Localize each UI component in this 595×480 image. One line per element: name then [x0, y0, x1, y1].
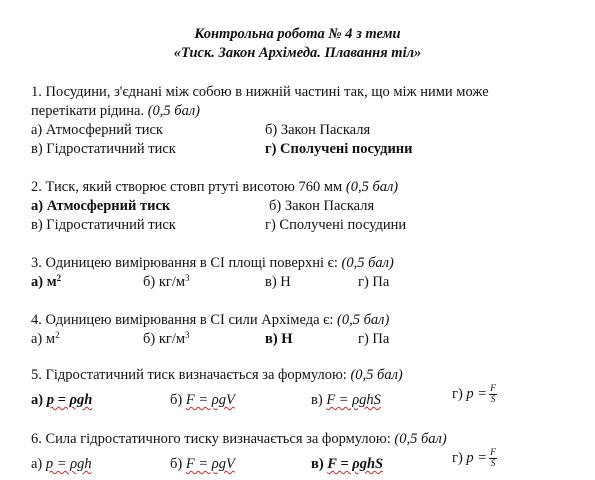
q5-option-d: г) p = $\frac{F}{S}$ [452, 384, 496, 405]
q3-option-a: а) $м^2$ [31, 273, 62, 290]
q2-points: (0,5 бал) [345, 179, 399, 195]
q4-option-c: в) Н [265, 331, 293, 347]
q3-option-d: г) Па [358, 274, 390, 290]
q1-text-line2 [31, 103, 200, 120]
q2-option-a: а) Атмосферний тиск [31, 198, 171, 214]
q5-text: 5. Гідростатичний тиск визначається за формулою: [31, 367, 347, 383]
q6-option-c: в) F = ρghS [311, 456, 384, 472]
q1-option-a: а) Атмосферний тиск [31, 122, 163, 138]
q2-question [31, 179, 398, 196]
q4-option-d: г) Па [358, 331, 390, 347]
q6-points: (0,5 бал) [394, 431, 447, 447]
q1-option-b: б) Закон Паскаля [265, 122, 371, 138]
q4-option-a: а) $м^2$ [31, 330, 60, 347]
title-line-1: Контрольна робота № 4 з теми [194, 26, 401, 42]
q3-text: 3. Одиницею вимірювання в СІ площі поверхні є: [31, 255, 338, 271]
q5-option-b: б) F = ρgV [170, 392, 235, 408]
q5-fraction: $\frac{F}{S}$ [490, 384, 496, 405]
q3-points: (0,5 бал) [341, 255, 394, 271]
q4-question [31, 312, 389, 329]
q1-option-d: г) Сполучені посудини [265, 141, 413, 157]
q5-question [31, 367, 403, 384]
q1-option-c: в) Гідростатичний тиск [31, 141, 176, 157]
q2-option-d: г) Сполучені посудини [265, 217, 407, 233]
q3-question [31, 255, 394, 272]
q1-points: (0,5 бал) [147, 103, 200, 119]
q2-option-c: в) Гідростатичний тиск [31, 217, 176, 233]
q4-points: (0,5 бал) [337, 312, 390, 328]
q1-text-line1: 1. Посудини, з'єднані між собою в нижній частині так, що між ними може [31, 84, 489, 100]
q6-option-a: а) p = ρgh [31, 456, 92, 472]
q3-option-c: в) Н [265, 274, 291, 290]
q6-option-b: б) F = ρgV [170, 456, 235, 472]
title-line-2: «Тиск. Закон Архімеда. Плавання тіл» [173, 45, 422, 61]
q2-option-b: б) Закон Паскаля [269, 198, 375, 214]
q3-option-b: б) $кг/м^3$ [143, 273, 190, 290]
q6-option-d: г) p = $\frac{F}{S}$ [452, 448, 496, 469]
q2-text: 2. Тиск, який створює стовп ртуті висотою 760 мм [31, 179, 343, 195]
q6-fraction: $\frac{F}{S}$ [490, 448, 496, 469]
q5-option-c: в) F = ρghS [311, 392, 381, 408]
q4-text: 4. Одиницею вимірювання в СІ сили Архімеда є: [31, 312, 334, 328]
q5-option-a: а) p = ρgh [31, 392, 93, 408]
q1-text: перетікати рідина. [31, 103, 145, 119]
q4-option-b: б) $кг/м^3$ [143, 330, 190, 347]
q6-text: 6. Сила гідростатичного тиску визначається за формулою: [31, 431, 391, 447]
q5-points: (0,5 бал) [350, 367, 403, 383]
q6-question [31, 431, 447, 448]
